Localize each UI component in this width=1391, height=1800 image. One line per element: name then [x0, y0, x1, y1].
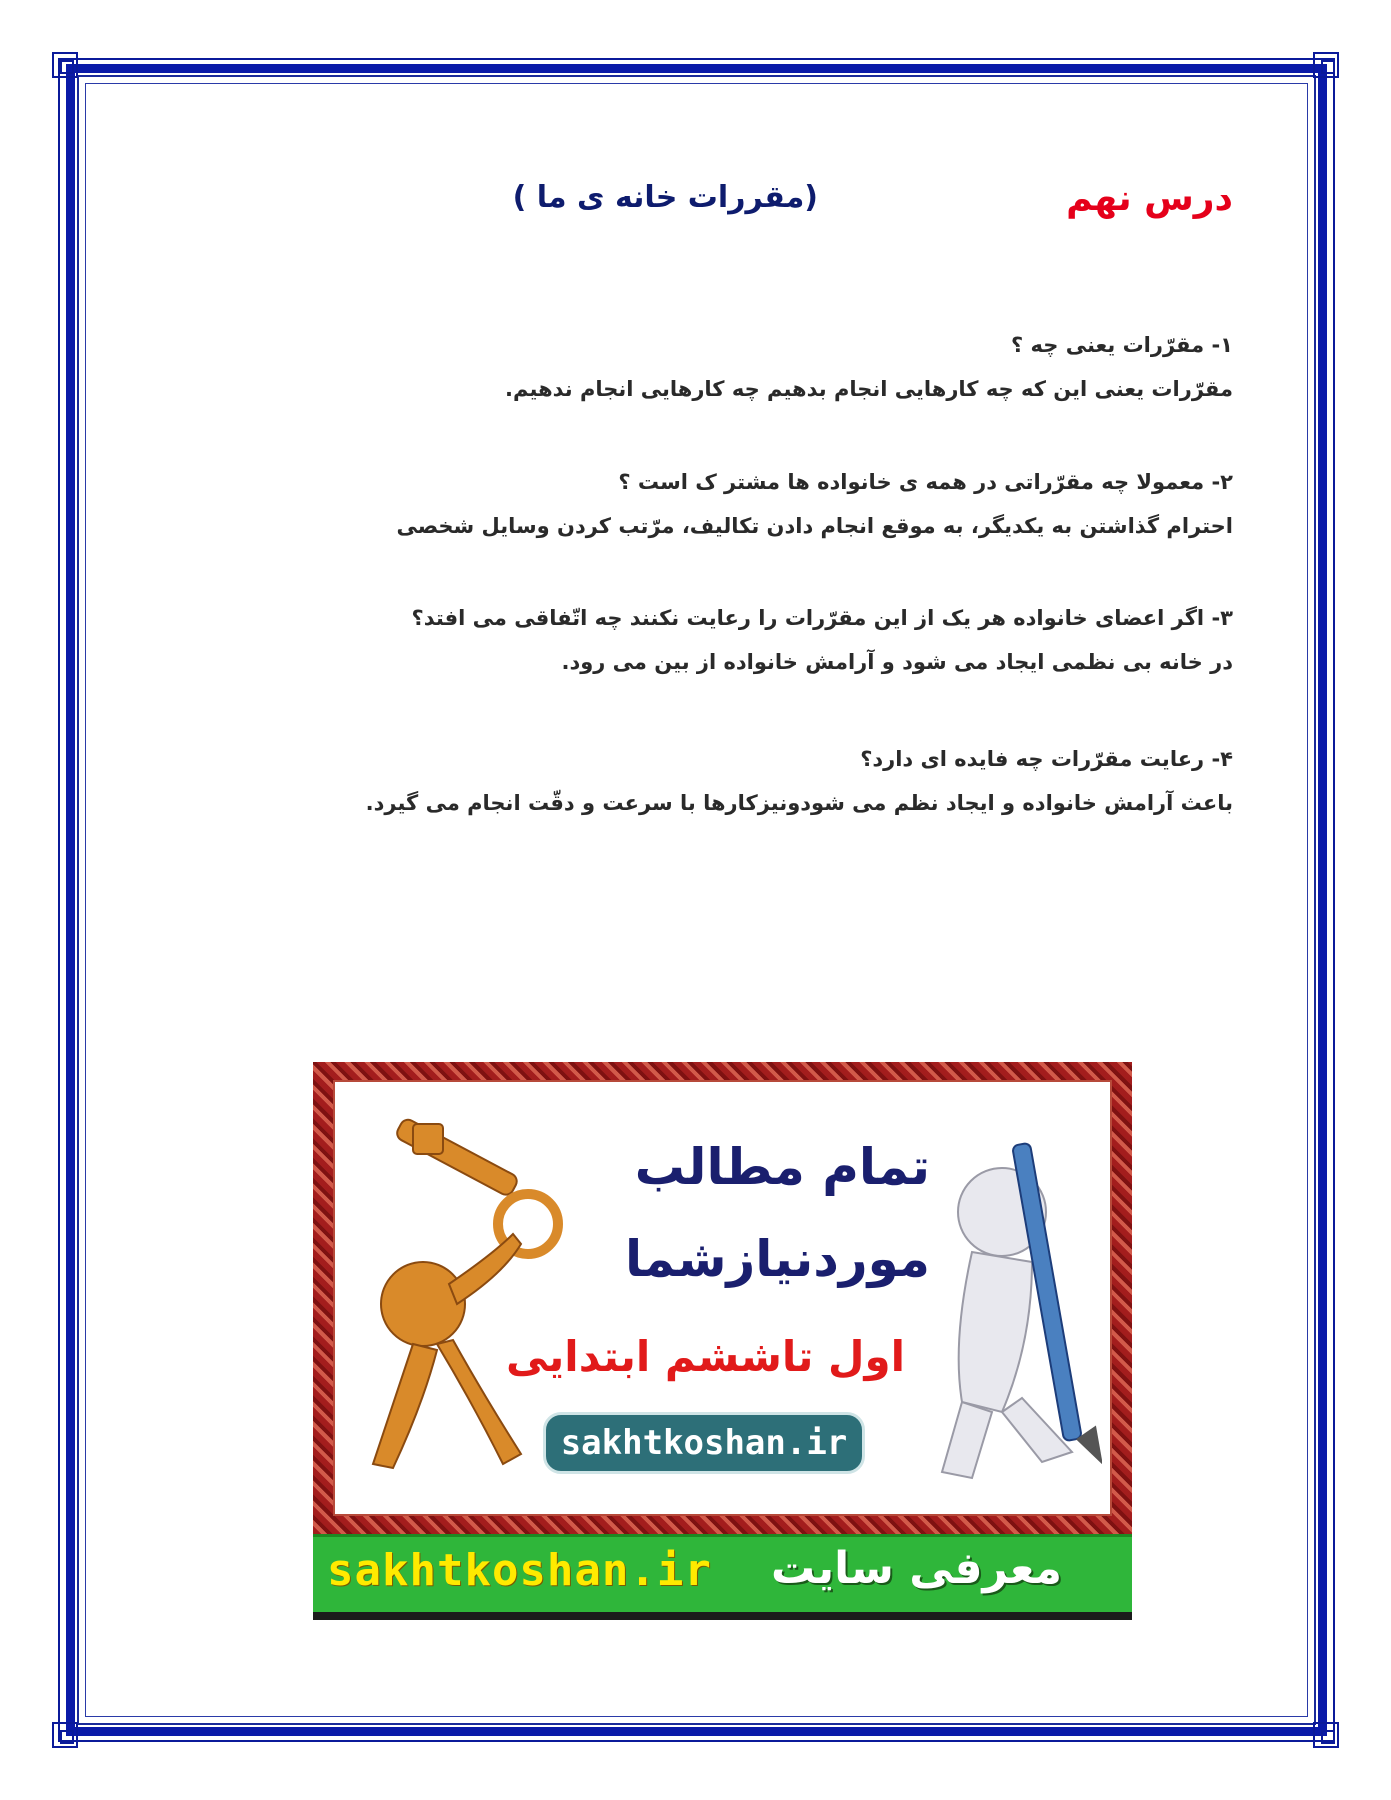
answer-3: در خانه بی نظمی ایجاد می شود و آرامش خانواده از بین می رود.	[561, 650, 1233, 674]
answer-2: احترام گذاشتن به یکدیگر، به موقع انجام دادن تکالیف، مرّتب کردن وسایل شخصی	[396, 514, 1233, 538]
banner-bottom-strip	[313, 1612, 1132, 1620]
corner-ornament-top-left	[52, 52, 78, 78]
banner-footer-intro: معرفی سایت	[771, 1543, 1062, 1594]
qa-item-2	[233, 460, 1233, 548]
corner-ornament-bottom-right	[1313, 1722, 1339, 1748]
question-2: ۲- معمولا چه مقرّراتی در همه ی خانواده ها مشتر ک است ؟	[618, 470, 1233, 494]
banner-line-3: اول تاششم ابتدایی	[506, 1332, 905, 1381]
qa-item-1	[233, 323, 1233, 411]
qa-item-3	[233, 596, 1233, 684]
question-4: ۴- رعایت مقرّرات چه فایده ای دارد؟	[860, 747, 1233, 771]
question-3: ۳- اگر اعضای خانواده هر یک از این مقرّرات را رعایت نکنند چه اتّفاقی می افتد؟	[411, 606, 1233, 630]
banner-line-1: تمام مطالب	[634, 1138, 930, 1196]
answer-4: باعث آرامش خانواده و ایجاد نظم می شودونیزکارها با سرعت و دقّت انجام می گیرد.	[365, 791, 1233, 815]
banner-line-2: موردنیازشما	[625, 1230, 930, 1288]
answer-1: مقرّرات یعنی این که چه کارهایی انجام بدهیم چه کارهایی انجام ندهیم.	[505, 377, 1233, 401]
pen-figure-icon	[922, 1102, 1102, 1492]
title-row	[158, 172, 1233, 232]
banner-panel	[333, 1080, 1112, 1516]
qa-item-4	[233, 737, 1233, 825]
corner-ornament-bottom-left	[52, 1722, 78, 1748]
lesson-title: (مقررات خانه ی ما )	[512, 180, 818, 215]
question-1: ۱- مقرّرات یعنی چه ؟	[1011, 333, 1233, 357]
banner-url-pill[interactable]: sakhtkoshan.ir	[543, 1412, 865, 1474]
banner-footer-url[interactable]: sakhtkoshan.ir	[327, 1545, 712, 1596]
corner-ornament-top-right	[1313, 52, 1339, 78]
site-banner[interactable]	[313, 1062, 1132, 1620]
banner-footer-bar	[313, 1534, 1132, 1612]
lesson-number: درس نهم	[1066, 178, 1233, 219]
